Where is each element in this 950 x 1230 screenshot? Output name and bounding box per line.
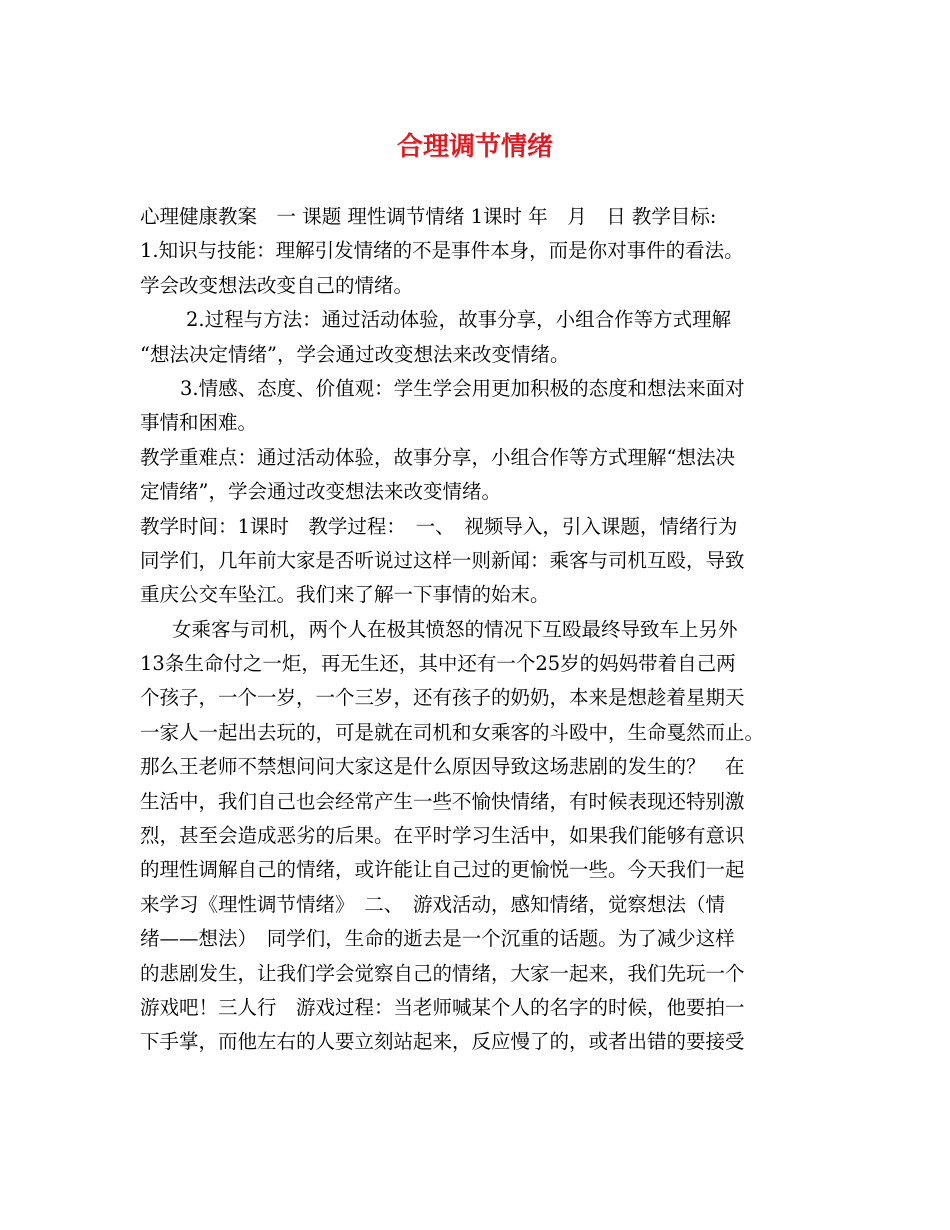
text-line: 13条生命付之一炬，再无生还，其中还有一个25岁的妈妈带着自己两: [140, 652, 736, 676]
text-line: 绪——想法） 同学们，生命的逝去是一个沉重的话题。为了减少这样: [140, 927, 735, 951]
text-line: 同学们，几年前大家是否听说过这样一则新闻：乘客与司机互殴，导致: [140, 548, 745, 572]
text-line: 下手掌，而他左右的人要立刻站起来，反应慢了的，或者出错的要接受: [140, 1030, 745, 1054]
text-line: 1.知识与技能：理解引发情绪的不是事件本身，而是你对事件的看法。: [140, 239, 744, 263]
text-line: 重庆公交车坠江。我们来了解一下事情的始末。: [140, 583, 550, 607]
text-line: “想法决定情绪”，学会通过改变想法来改变情绪。: [140, 342, 570, 366]
text-line: 心理健康教案 一 课题 理性调节情绪 1课时 年 月 日 教学目标:: [140, 205, 717, 228]
text-line: 教学重难点：通过活动体验，故事分享，小组合作等方式理解“想法决: [140, 445, 735, 469]
text-line: 游戏吧！三人行 游戏过程：当老师喊某个人的名字的时候，他要拍一: [140, 995, 745, 1019]
text-line: 教学时间：1课时 教学过程： 一、 视频导入，引入课题，情绪行为: [140, 514, 738, 538]
text-line: 的悲剧发生，让我们学会觉察自己的情绪，大家一起来，我们先玩一个: [140, 961, 745, 985]
text-line: 3.情感、态度、价值观：学生学会用更加积极的态度和想法来面对: [180, 376, 745, 400]
text-line: 个孩子，一个一岁，一个三岁，还有孩子的奶奶，本来是想趁着星期天: [140, 686, 745, 710]
text-line: 2.过程与方法：通过活动体验，故事分享，小组合作等方式理解: [186, 308, 732, 332]
text-line: 烈，甚至会造成恶劣的后果。在平时学习生活中，如果我们能够有意识: [140, 824, 745, 848]
text-line: 来学习《理性调节情绪》 二、 游戏活动，感知情绪，觉察想法（情: [140, 892, 726, 916]
text-line: 一家人一起出去玩的，可是就在司机和女乘客的斗殴中，生命戛然而止。: [140, 720, 765, 744]
text-line: 事情和困难。: [140, 411, 258, 435]
text-line: 那么王老师不禁想问问大家这是什么原因导致这场悲剧的发生的？ 在: [140, 755, 745, 779]
document-title: 合理调节情绪: [396, 132, 553, 162]
text-line: 女乘客与司机，两个人在极其愤怒的情况下互殴最终导致车上另外: [172, 617, 738, 641]
document-body: [140, 200, 840, 1060]
text-line: 的理性调解自己的情绪，或许能让自己过的更愉悦一些。今天我们一起: [140, 858, 745, 882]
text-line: 定情绪”，学会通过改变想法来改变情绪。: [140, 480, 501, 504]
text-line: 生活中，我们自己也会经常产生一些不愉快情绪，有时候表现还特别激: [140, 789, 745, 813]
text-line: 学会改变想法改变自己的情绪。: [140, 273, 414, 297]
